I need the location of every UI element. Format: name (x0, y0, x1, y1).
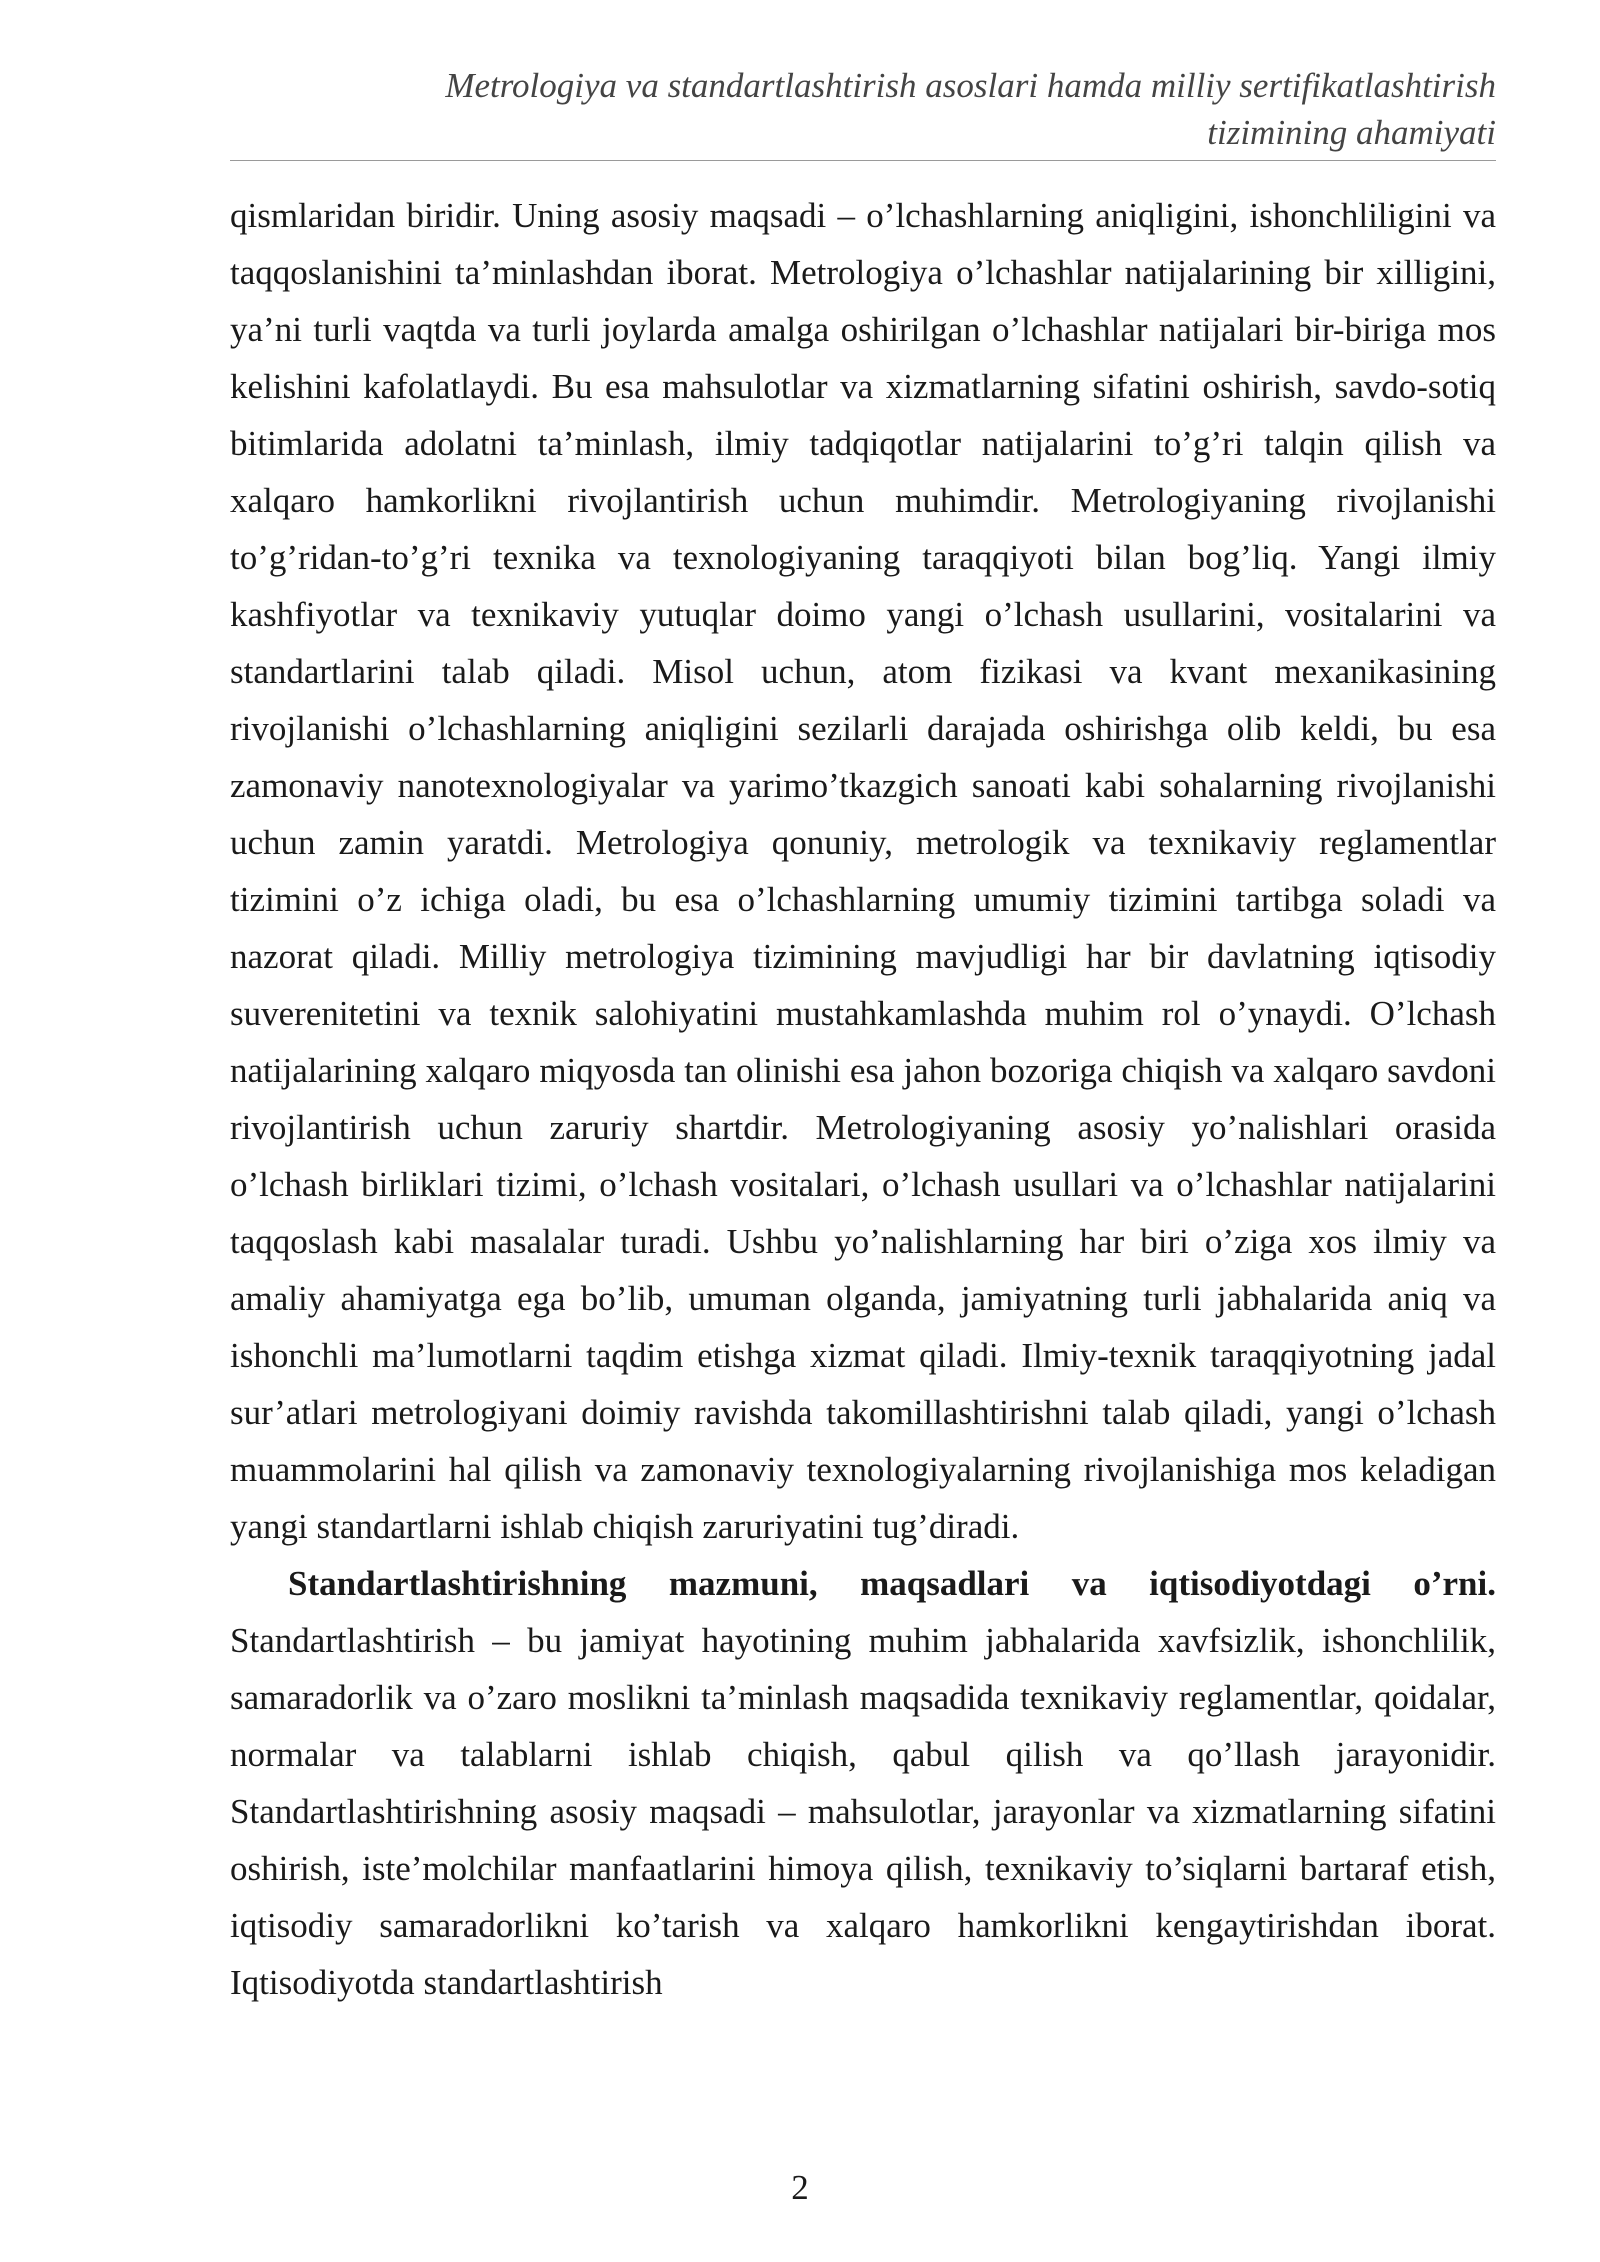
body-paragraph-1: qismlaridan biridir. Uning asosiy maqsadi – o’lchashlarning aniqligini, ishonchliligini va taqqoslanishini ta’minlashdan iborat. Metrologiya o’lchashlar natijalarining bir xilligini, ya’ni turli vaqtda va turli joylarda amalga oshirilgan o’lchashlar natijalari bir-biriga mos kelishini kafolatlaydi. Bu esa mahsulotlar va xizmatlarning sifatini oshirish, savdo-sotiq bitimlarida adolatni ta’minlash, ilmiy tadqiqotlar natijalarini to’g’ri talqin qilish va xalqaro hamkorlikni rivojlantirish uchun muhimdir. Metrologiyaning rivojlanishi to’g’ridan-to’g’ri texnika va texnologiyaning taraqqiyoti bilan bog’liq. Yangi ilmiy kashfiyotlar va texnikaviy yutuqlar doimo yangi o’lchash usullarini, vositalarini va standartlarini talab qiladi. Misol uchun, atom fizikasi va kvant mexanikasining rivojlanishi o’lchashlarning aniqligini sezilarli darajada oshirishga olib keldi, bu esa zamonaviy nanotexnologiyalar va yarimo’tkazgich sanoati kabi sohalarning rivojlanishi uchun zamin yaratdi. Metrologiya qonuniy, metrologik va texnikaviy reglamentlar tizimini o’z ichiga oladi, bu esa o’lchashlarning umumiy tizimini tartibga soladi va nazorat qiladi. Milliy metrologiya tizimining mavjudligi har bir davlatning iqtisodiy suverenitetini va texnik salohiyatini mustahkamlashda muhim rol o’ynaydi. O’lchash natijalarining xalqaro miqyosda tan olinishi esa jahon bozoriga chiqish va xalqaro savdoni rivojlantirish uchun zaruriy shartdir. Metrologiyaning asosiy yo’nalishlari orasida o’lchash birliklari tizimi, o’lchash vositalari, o’lchash usullari va o’lchashlar natijalarini taqqoslash kabi masalalar turadi. Ushbu yo’nalishlarning har biri o’ziga xos ilmiy va amaliy ahamiyatga ega bo’lib, umuman olganda, jamiyatning turli jabhalarida aniq va ishonchli ma’lumotlarni taqdim etishga xizmat qiladi. Ilmiy-texnik taraqqiyotning jadal sur’atlari metrologiyani doimiy ravishda takomillashtirishni talab qiladi, yangi o’lchash muammolarini hal qilish va zamonaviy texnologiyalarning rivojlanishiga mos keladigan yangi standartlarni ishlab chiqish zaruriyatini tug’diradi. (230, 196, 1496, 1546)
body-paragraph-2 (230, 1555, 1496, 2011)
section-heading: Standartlashtirishning mazmuni, maqsadlari va iqtisodiyotdagi o’rni. (288, 1564, 1496, 1603)
running-header (230, 62, 1496, 156)
page-number: 2 (791, 2168, 809, 2207)
running-header-line-1: Metrologiya va standartlashtirish asoslari hamda milliy sertifikatlashtirish (445, 66, 1496, 105)
running-header-line-2: tizimining ahamiyati (1207, 113, 1496, 152)
header-divider (230, 160, 1496, 161)
section-paragraph-text: Standartlashtirish – bu jamiyat hayotining muhim jabhalarida xavfsizlik, ishonchlilik, samaradorlik va o’zaro moslikni ta’minlash maqsadida texnikaviy reglamentlar, qoidalar, normalar va talablarni ishlab chiqish, qabul qilish va qo’llash jarayonidir. Standartlashtirishning asosiy maqsadi – mahsulotlar, jarayonlar va xizmatlarning sifatini oshirish, iste’molchilar manfaatlarini himoya qilish, texnikaviy to’siqlarni bartaraf etish, iqtisodiy samaradorlikni ko’tarish va xalqaro hamkorlikni kengaytirishdan iborat. Iqtisodiyotda standartlashtirish (230, 1621, 1496, 2002)
page-body (230, 187, 1496, 2011)
